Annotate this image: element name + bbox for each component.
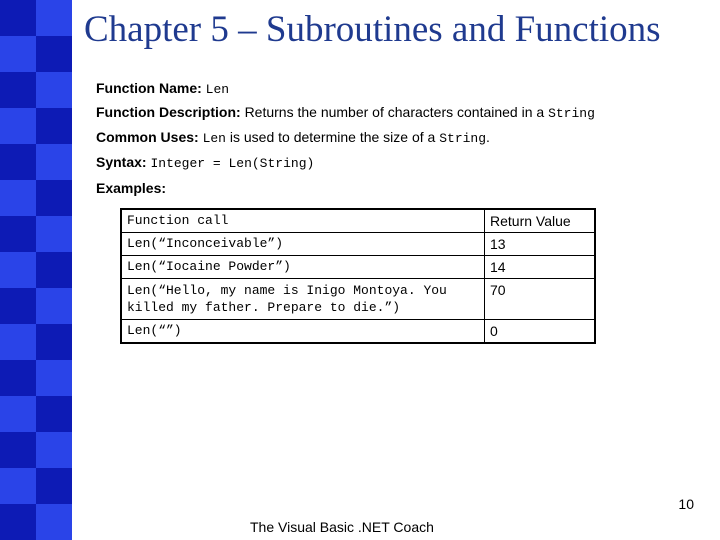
strip-tile — [36, 180, 72, 216]
strip-tile — [0, 504, 36, 540]
strip-tile — [0, 72, 36, 108]
common-uses-line — [96, 129, 490, 146]
cell-value: 14 — [485, 256, 596, 279]
common-uses-label: Common Uses: — [96, 129, 199, 145]
common-uses-code: Len — [202, 131, 226, 146]
strip-tile — [0, 0, 36, 36]
examples-label: Examples: — [96, 180, 167, 196]
strip-tile — [0, 396, 36, 432]
cell-value: 70 — [485, 279, 596, 320]
strip-tile — [0, 108, 36, 144]
examples-line — [96, 180, 166, 196]
strip-tile — [0, 288, 36, 324]
strip-tile — [36, 216, 72, 252]
strip-tile — [36, 288, 72, 324]
strip-tile — [36, 144, 72, 180]
examples-table — [120, 208, 596, 344]
syntax-line — [96, 154, 314, 171]
table-row — [121, 256, 595, 279]
page-number: 10 — [678, 496, 694, 512]
strip-tile — [0, 468, 36, 504]
strip-tile — [36, 360, 72, 396]
function-name-line — [96, 80, 229, 97]
strip-tile — [36, 108, 72, 144]
strip-tile — [36, 432, 72, 468]
strip-tile — [36, 252, 72, 288]
strip-tile — [0, 144, 36, 180]
strip-tile — [0, 432, 36, 468]
description-text: Returns the number of characters contained in a — [244, 104, 545, 120]
strip-tile — [36, 468, 72, 504]
common-uses-type: String — [439, 131, 487, 146]
strip-tile — [0, 324, 36, 360]
common-uses-period: . — [486, 129, 490, 145]
table-row — [121, 233, 595, 256]
cell-value: 0 — [485, 320, 596, 344]
footer-text: The Visual Basic .NET Coach — [250, 519, 434, 535]
strip-tile — [36, 72, 72, 108]
strip-tile — [0, 216, 36, 252]
table-row — [121, 279, 595, 320]
header-function-call: Function call — [121, 209, 485, 233]
syntax-label: Syntax: — [96, 154, 147, 170]
decorative-left-strip — [0, 0, 72, 540]
strip-tile — [0, 360, 36, 396]
cell-call: Len(“Iocaine Powder”) — [121, 256, 485, 279]
strip-tile — [36, 324, 72, 360]
strip-tile — [36, 0, 72, 36]
syntax-value: Integer = Len(String) — [150, 156, 315, 171]
strip-tile — [36, 396, 72, 432]
cell-call: Len(“”) — [121, 320, 485, 344]
cell-call: Len(“Inconceivable”) — [121, 233, 485, 256]
description-line — [96, 104, 595, 121]
slide-title: Chapter 5 – Subroutines and Functions — [84, 9, 661, 50]
strip-tile — [0, 180, 36, 216]
cell-call: Len(“Hello, my name is Inigo Montoya. You killed my father. Prepare to die.”) — [121, 279, 485, 320]
strip-tile — [36, 504, 72, 540]
table-row — [121, 320, 595, 344]
strip-tile — [0, 252, 36, 288]
table-header-row — [121, 209, 595, 233]
function-name-label: Function Name: — [96, 80, 202, 96]
description-label: Function Description: — [96, 104, 241, 120]
cell-value: 13 — [485, 233, 596, 256]
strip-tile — [0, 36, 36, 72]
strip-tile — [36, 36, 72, 72]
function-name-value: Len — [205, 82, 230, 97]
header-return-value: Return Value — [485, 209, 596, 233]
description-type: String — [548, 106, 595, 121]
common-uses-text: is used to determine the size of a — [229, 129, 436, 145]
